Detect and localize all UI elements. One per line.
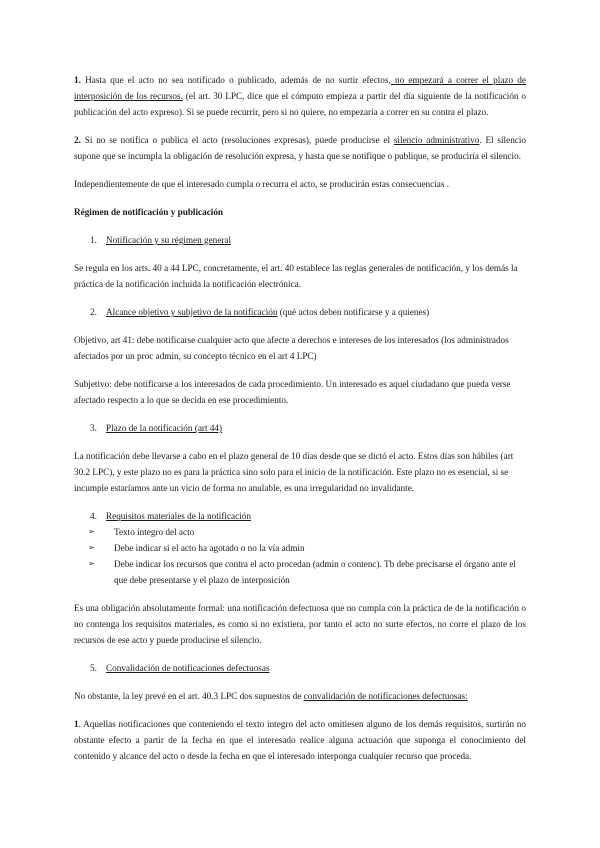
paragraph-10-text: . Aquellas notificaciones que conteniendo el texto íntegro del acto omitiesen alguno de los demás requisitos, surtirán no obstante efecto a partir de la fecha en que el interesado realice alguna actuación que suponga el conocimiento del contenido y alcance del acto o desde la fecha en que el interesado interponga cualquier recurso que proceda.: [74, 719, 526, 761]
section-4-number: 4.: [90, 511, 97, 521]
section-1-title: [90, 232, 526, 248]
paragraph-1-number: 1.: [74, 75, 81, 85]
section-4-label: Requisitos materiales de la notificación: [106, 511, 251, 521]
paragraph-3: Independientemente de que el interesado cumpla o recurra el acto, se producirán estas consecuencias .: [74, 179, 449, 189]
paragraph-6: Subjetivo: debe notificarse a los interesados de cada procedimiento. Un interesado es aquel ciudadano que pueda verse afectado respecto a lo que se decida en ese procedimiento.: [74, 379, 511, 405]
section-2-number: 2.: [90, 307, 97, 317]
section-heading: Régimen de notificación y publicación: [74, 207, 224, 217]
paragraph-8: Es una obligación absolutamente formal: una notificación defectuosa que no cumpla con la práctica de de la notificación o no contenga los requisitos materiales, es como si no existiera, por tanto el acto no surte efectos, no corre el plazo de los recursos de ese acto y puede producirse el silencio.: [74, 603, 526, 645]
paragraph-7: La notificación debe llevarse a cabo en el plazo general de 10 días desde que se dictó el acto. Estos días son hábiles (art 30.2 LPC), y este plazo no es para la práctica sino solo para el inicio de la notificación. Este plazo no es esencial, si se incumple estaríamos ante un vicio de forma no anulable, es una irregularidad no invalidante.: [74, 451, 514, 493]
section-2-suffix: (qué actos deben notificarse y a quienes): [277, 307, 430, 317]
section-3-label: Plazo de la notificación (art 44): [106, 423, 223, 433]
list-item-text: Debe indicar si el acto ha agotado o no la vía admin: [114, 543, 305, 553]
section-2-title: [90, 304, 526, 320]
section-5-title: [90, 660, 526, 676]
paragraph-2-number: 2.: [74, 135, 81, 145]
section-5-number: 5.: [90, 663, 97, 673]
paragraph-5: Objetivo, art 41: debe notificarse cualquier acto que afecte a derechos e intereses de los interesados (los administrados afectados por un proc admin, su concepto técnico en el art 4 LPC): [74, 335, 509, 361]
document-page: [74, 72, 526, 776]
paragraph-10: [74, 716, 526, 764]
paragraph-2-underline: silencio administrativo: [393, 135, 480, 145]
paragraph-2: [74, 132, 526, 164]
paragraph-1-underline: no empezará a correr el plazo de interposición de los recursos.: [74, 75, 526, 101]
section-3-title: [90, 420, 526, 436]
section-2-label: Alcance objetivo y subjetivo de la notificación: [106, 307, 278, 317]
arrow-bullet-icon: ➢: [88, 559, 95, 568]
paragraph-4: Se regula en los arts. 40 a 44 LPC, concretamente, el art. 40 establece las reglas generales de notificación, y los demás la práctica de la notificación incluida la notificación electrónica.: [74, 263, 518, 289]
list-item: [84, 540, 526, 556]
paragraph-1-text-end: (el art. 30 LPC, dice que el cómputo empieza a partir del día siguiente de la notificación o publicación del acto expreso). Si se puede recurrir, pero si no quiere, no empezaría a correr en su contra el plazo.: [74, 91, 526, 117]
paragraph-1: [74, 72, 526, 120]
paragraph-2-text-end: . El silencio supone que se incumpla la obligación de resolución expresa, y hasta que se notifique o publique, se produciría el silencio.: [74, 135, 527, 161]
paragraph-9-text: No obstante, la ley prevé en el art. 40.3 LPC dos supuestos de: [74, 691, 304, 701]
list-item-text: Texto íntegro del acto: [114, 527, 195, 537]
section-1-label: Notificación y su régimen general: [106, 235, 232, 245]
paragraph-9-underline: convalidación de notificaciones defectuosas:: [303, 691, 468, 701]
paragraph-10-number: 1: [74, 719, 79, 729]
paragraph-1-text: Hasta que el acto no sea notificado o publicado, además de no surtir efectos,: [80, 75, 391, 85]
arrow-bullet-icon: ➢: [88, 543, 95, 552]
paragraph-2-text: Si no se notifica o publica el acto (resoluciones expresas), puede producirse el: [80, 135, 394, 145]
requirements-list: [74, 524, 526, 588]
list-item-text: Debe indicar los recursos que contra el acto procedan (admin o contenc). Tb debe precisarse el órgano ante el que debe presentarse y el plazo de interposición: [114, 559, 516, 585]
section-4-title: [90, 508, 526, 524]
section-5-label: Convalidación de notificaciones defectuosas: [106, 663, 270, 673]
section-3-number: 3.: [90, 423, 97, 433]
arrow-bullet-icon: ➢: [88, 527, 95, 536]
list-item: [84, 556, 526, 588]
section-1-number: 1.: [90, 235, 97, 245]
list-item: [84, 524, 526, 540]
paragraph-9: [74, 688, 526, 704]
